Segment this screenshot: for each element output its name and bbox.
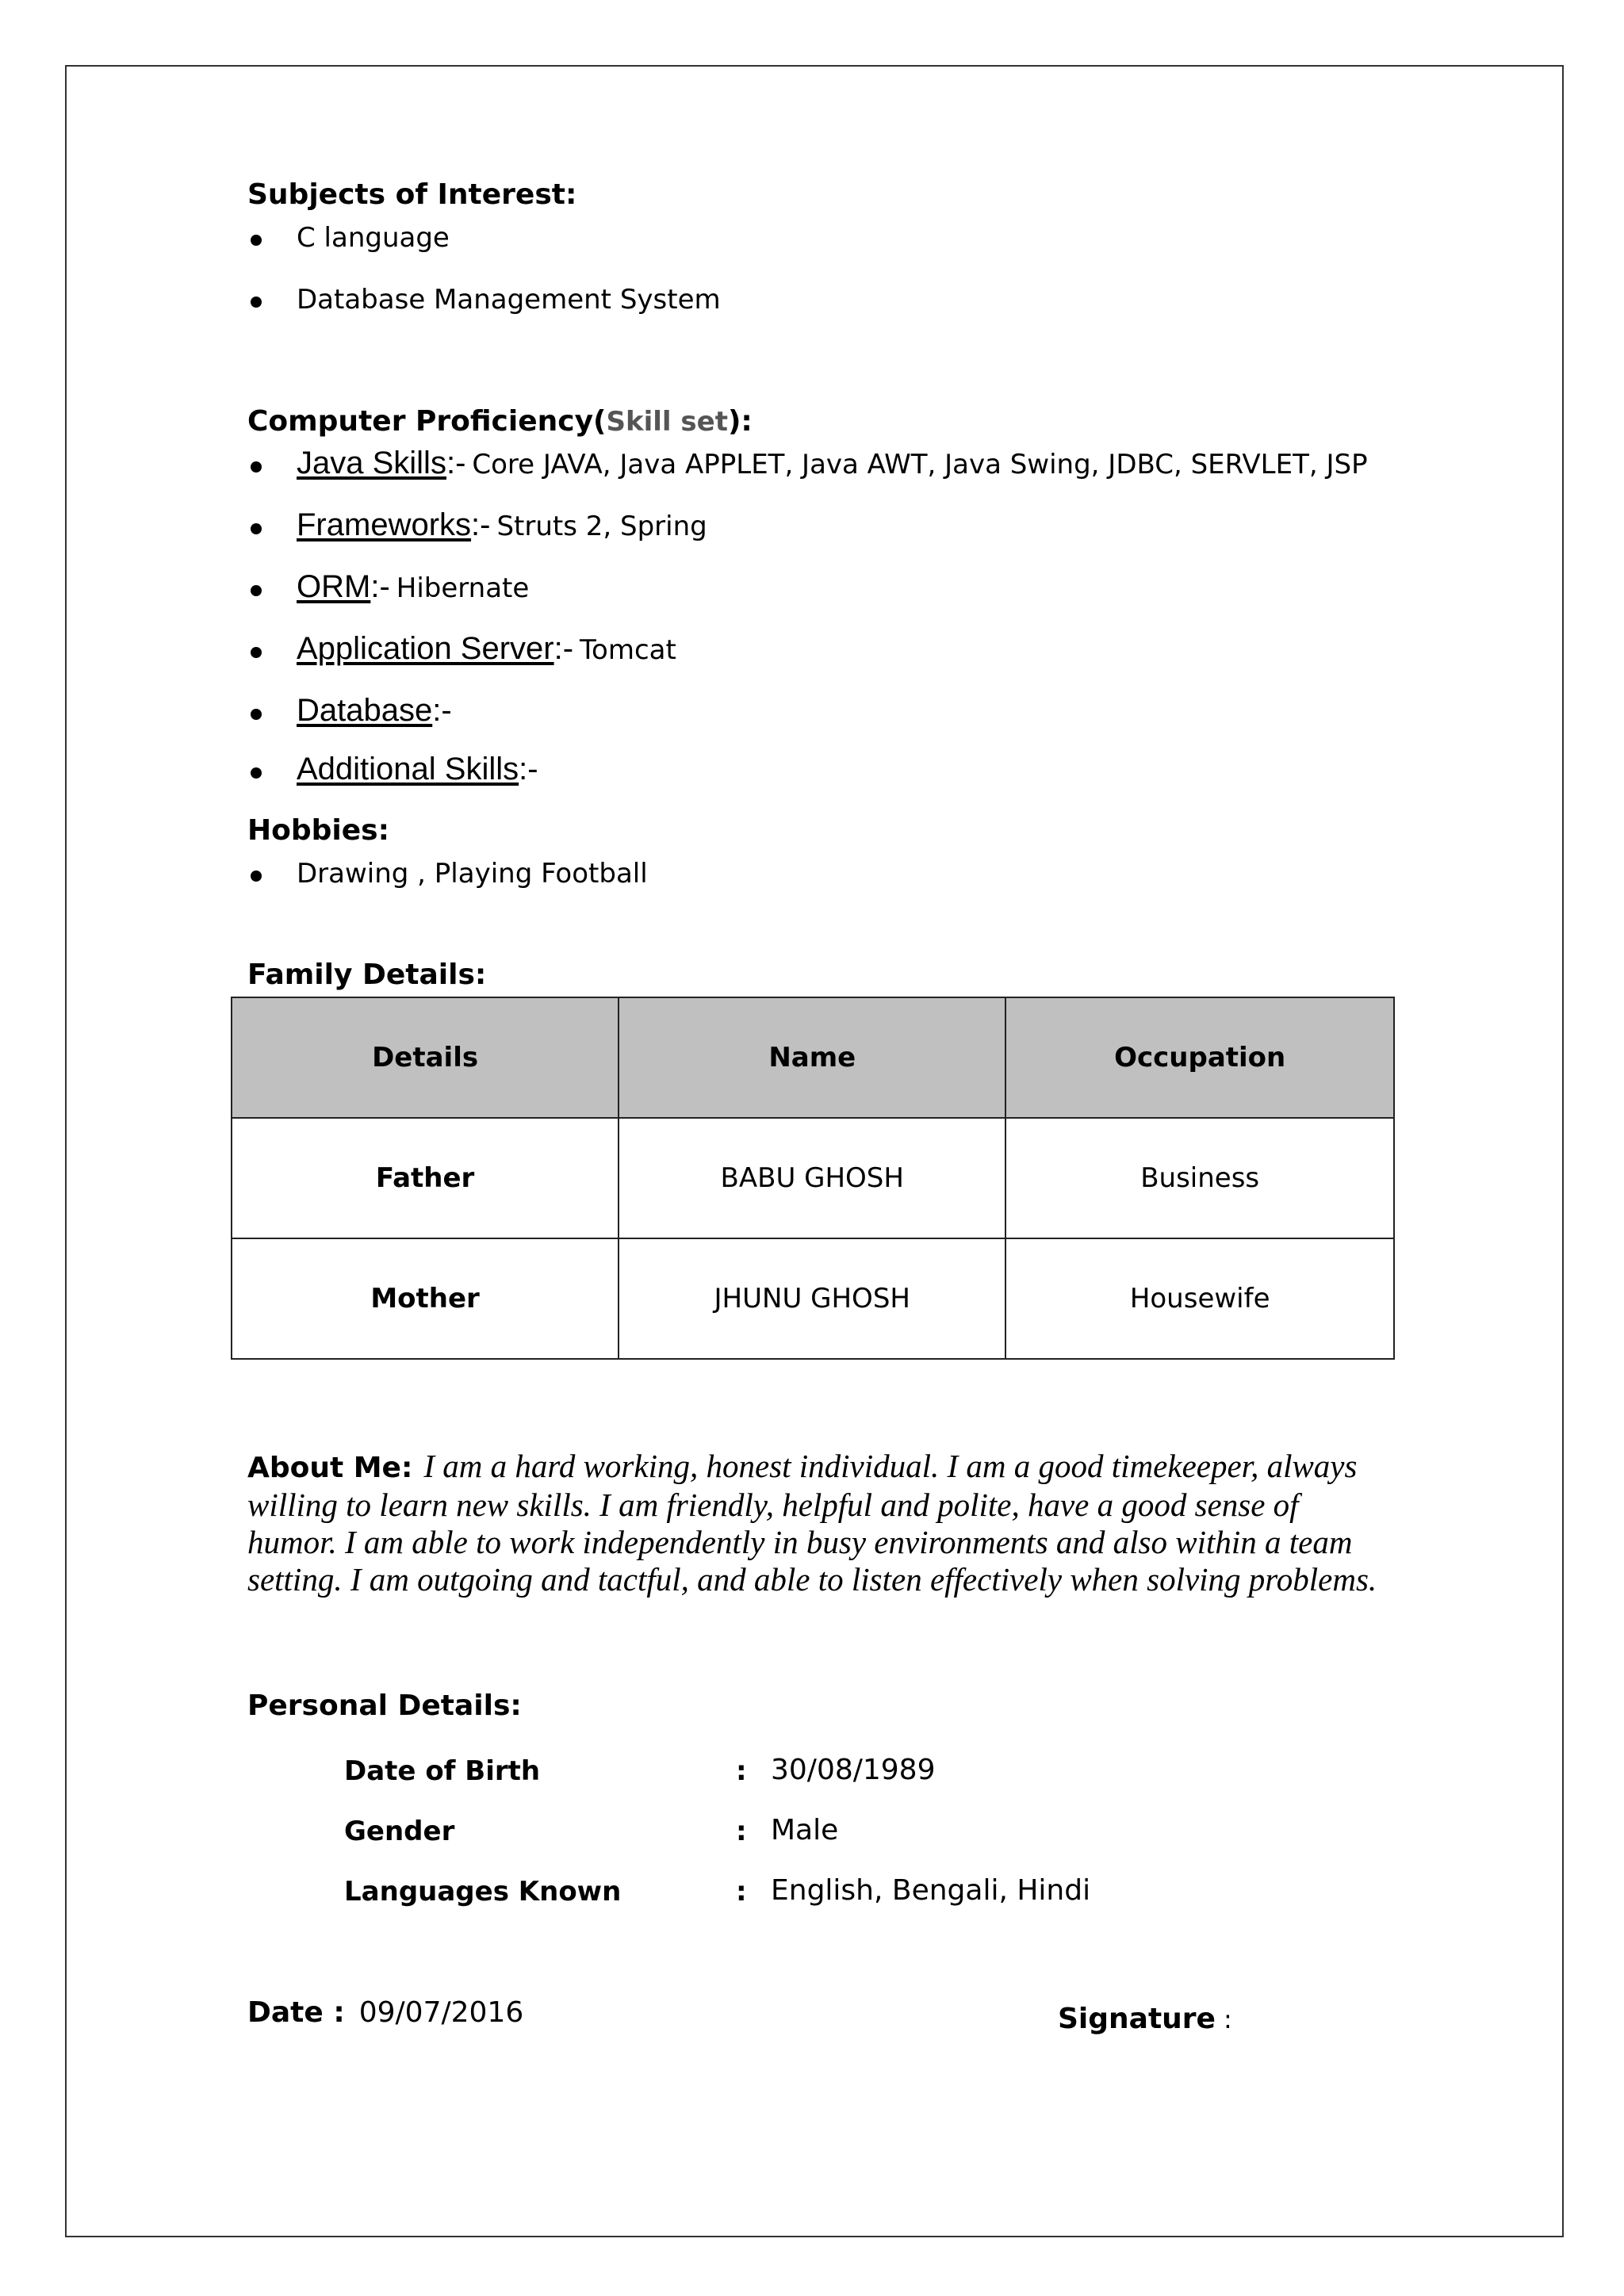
skill-label: Java Skills: [297, 446, 446, 480]
skill-separator: :-: [370, 569, 390, 604]
bullet-icon: [247, 700, 297, 727]
skill-separator: :-: [446, 446, 466, 480]
bullet-icon: [247, 576, 297, 603]
skill-label: Additional Skills: [297, 752, 519, 786]
languages-value: English, Bengali, Hindi: [771, 1874, 1091, 1907]
name-cell: BABU GHOSH: [619, 1118, 1005, 1238]
skill-separator: :-: [519, 752, 538, 786]
gender-colon: :: [736, 1816, 747, 1847]
relation-cell: Mother: [232, 1238, 619, 1359]
bullet-icon: [247, 288, 297, 315]
column-header-details: Details: [232, 997, 619, 1118]
skill-item: [247, 446, 1368, 481]
skill-value: Hibernate: [396, 572, 530, 604]
family-table: [231, 997, 1395, 1360]
column-header-name: Name: [619, 997, 1005, 1118]
bullet-icon: [247, 638, 297, 665]
family-heading: Family Details:: [247, 959, 487, 991]
skills-heading-end: ):: [727, 405, 753, 438]
skill-item: [247, 569, 529, 605]
bullet-icon: [247, 759, 297, 786]
bullet-icon: [247, 453, 297, 480]
occupation-cell: Business: [1005, 1118, 1394, 1238]
signature-line: [1058, 2003, 1232, 2035]
skill-separator: :-: [432, 693, 452, 728]
date-value: 09/07/2016: [358, 1996, 524, 2029]
bullet-icon: [247, 515, 297, 541]
skills-heading-main: Computer Proficiency(: [247, 405, 607, 438]
signature-colon: :: [1223, 2004, 1232, 2034]
date-line: [247, 1996, 523, 2029]
skill-item: [247, 693, 458, 729]
list-item: [247, 222, 450, 254]
date-label: Date :: [247, 1996, 345, 2029]
skill-label: Frameworks: [297, 507, 472, 542]
skill-label: Application Server: [297, 631, 554, 666]
skill-item: [247, 631, 676, 667]
dob-colon: :: [736, 1755, 747, 1787]
dob-label: Date of Birth: [344, 1755, 541, 1787]
skill-value: Tomcat: [580, 634, 676, 666]
about-label: About Me:: [247, 1452, 413, 1484]
subjects-heading: Subjects of Interest:: [247, 178, 577, 211]
signature-label: Signature: [1058, 2003, 1216, 2035]
skill-label: Database: [297, 693, 433, 728]
skill-separator: :-: [471, 507, 491, 542]
list-item: [247, 858, 648, 890]
subject-item: C language: [297, 222, 450, 254]
subject-item: Database Management System: [297, 284, 721, 316]
skill-value: Struts 2, Spring: [496, 511, 707, 542]
hobby-item: Drawing , Playing Football: [297, 858, 648, 890]
personal-heading: Personal Details:: [247, 1689, 522, 1722]
skills-heading-sub: Skill set: [606, 406, 728, 438]
table-row: [232, 1238, 1394, 1359]
gender-value: Male: [771, 1814, 839, 1846]
name-cell: JHUNU GHOSH: [619, 1238, 1005, 1359]
skill-label: ORM: [297, 569, 371, 604]
gender-label: Gender: [344, 1816, 455, 1847]
relation-cell: Father: [232, 1118, 619, 1238]
bullet-icon: [247, 226, 297, 253]
list-item: [247, 284, 721, 316]
skill-item: [247, 507, 707, 543]
hobbies-heading: Hobbies:: [247, 814, 389, 847]
skills-heading: [247, 404, 753, 439]
languages-label: Languages Known: [344, 1876, 622, 1908]
about-text: I am a hard working, honest individual. I am a good timekeeper, always willing to learn new skills. I am friendly, helpful and polite, have a good sense of humor. I am able to work independently in busy environments and also within a team setting. I am outgoing and tactful, and able to listen effectively when solving problems.: [247, 1448, 1377, 1598]
occupation-cell: Housewife: [1005, 1238, 1394, 1359]
dob-value: 30/08/1989: [771, 1754, 936, 1786]
column-header-occupation: Occupation: [1005, 997, 1394, 1118]
skill-value: Core JAVA, Java APPLET, Java AWT, Java Swing, JDBC, SERVLET, JSP: [472, 449, 1368, 480]
languages-colon: :: [736, 1876, 747, 1908]
about-section: [247, 1448, 1389, 1598]
skill-item: [247, 752, 545, 787]
bullet-icon: [247, 862, 297, 889]
table-header-row: [232, 997, 1394, 1118]
skill-separator: :-: [553, 631, 574, 666]
table-row: [232, 1118, 1394, 1238]
